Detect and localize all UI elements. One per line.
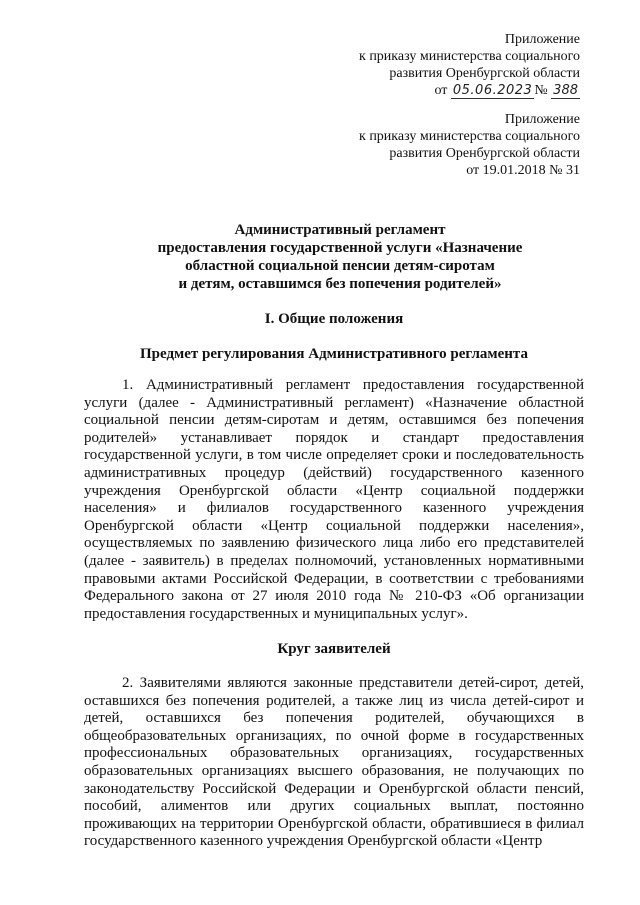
appendix-date-line xyxy=(359,82,580,99)
appendix-block-original xyxy=(359,111,580,179)
date-prefix: от xyxy=(434,83,448,98)
appendix-order-line: к приказу министерства социального xyxy=(359,49,580,64)
paragraph-1: 1. Административный регламент предоставления государственной услуги (далее - Административный регламент) «Назначение областной социальной пенсии детям-сиротам и детям, оставшимся без попечения родителей» устанавливает порядок и стандарт предоставления государственной услуги, в том числе определяет сроки и последовательность административных процедур (действий) государственного казенного учреждения Оренбургской области «Центр социальной поддержки населения» и филиалов государственного казенного учреждения Оренбургской области «Центр социальной поддержки населения», осуществляемых по заявлению физического лица либо его представителей (далее - заявитель) в пределах полномочий, установленных нормативными правовыми актами Российской Федерации, в соответствии с требованиями Федерального закона от 27 июля 2010 года № 210-ФЗ «Об организации предоставления государственных и муниципальных услуг». xyxy=(84,377,584,622)
appendix-title: Приложение xyxy=(504,32,580,47)
title-line: областной социальной пенсии детям-сиротам xyxy=(185,258,495,274)
document-title xyxy=(120,221,560,293)
appendix-date-line: от 19.01.2018 № 31 xyxy=(466,163,580,178)
paragraph-2: 2. Заявителями являются законные представители детей-сирот, детей, оставшихся без попечения родителей, а также лиц из числа детей-сирот и детей, оставшихся без попечения родителей, обучающихся в общеобразовательных организациях, по очной форме в государственных профессиональных образовательных организациях, государственных образовательных организациях высшего образования, не получающих по законодательству Российской Федерации и Оренбургской области пенсий, пособий, алиментов или других социальных выплат, постоянно проживающих на территории Оренбургской области, обратившиеся в филиал государственного казенного учреждения Оренбургской области «Центр xyxy=(84,675,584,850)
appendix-ministry-line: развития Оренбургской области xyxy=(389,146,580,161)
title-line: и детям, оставшимся без попечения родителей» xyxy=(178,276,502,292)
appendix-order-line: к приказу министерства социального xyxy=(359,129,580,144)
handwritten-number: 388 xyxy=(553,83,578,98)
title-line: предоставления государственной услуги «Назначение xyxy=(157,240,523,256)
title-line: Административный регламент xyxy=(234,222,446,238)
appendix-ministry-line: развития Оренбургской области xyxy=(389,66,580,81)
appendix-block-current xyxy=(359,31,580,99)
handwritten-date: 05.06.2023 xyxy=(452,83,533,98)
subject-heading: Предмет регулирования Административного регламента xyxy=(140,346,528,362)
section-heading: I. Общие положения xyxy=(264,311,404,327)
appendix-title: Приложение xyxy=(504,112,580,127)
applicants-heading: Круг заявителей xyxy=(277,641,391,657)
number-prefix: № xyxy=(534,83,548,98)
